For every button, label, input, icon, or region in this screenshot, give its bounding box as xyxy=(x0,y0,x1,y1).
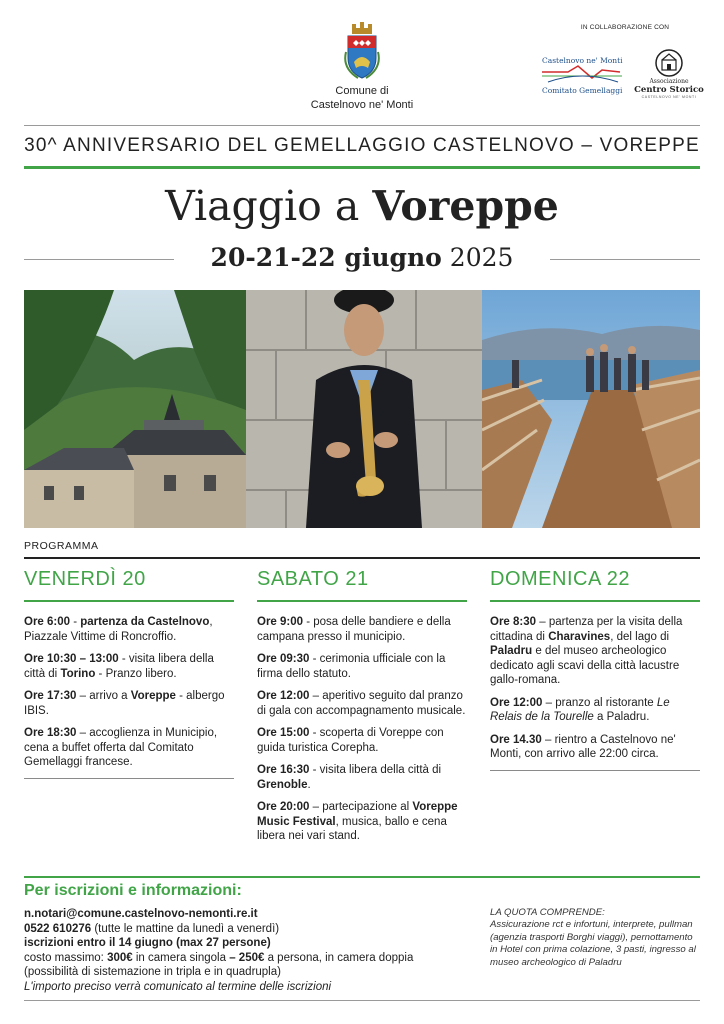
event-text: e del museo archeologico dedicato agli scavi della città lacustre gallo-romana. xyxy=(490,645,680,686)
photo-lake-walkway xyxy=(482,290,700,528)
cost-single: 300€ xyxy=(107,951,133,964)
centro-storico-logo xyxy=(632,48,706,104)
centro-storico-top: Associazione xyxy=(649,78,689,85)
event-text: - visita libera della città di xyxy=(24,653,214,680)
date-rule-left xyxy=(24,259,174,260)
event-item xyxy=(257,763,467,792)
event-item xyxy=(490,615,700,688)
event-highlight: Torino xyxy=(60,667,96,680)
collaboration-label: IN COLLABORAZIONE CON xyxy=(580,24,670,31)
event-time: Ore 09:30 xyxy=(257,653,310,665)
title-part-2: a xyxy=(321,182,373,230)
event-item xyxy=(24,615,234,644)
event-time: Ore 9:00 xyxy=(257,616,304,628)
event-time: Ore 18:30 xyxy=(24,727,77,739)
event-text: – aperitivo seguito dal pranzo di gala con accompagnamento musicale. xyxy=(257,690,466,717)
comune-line-1: Comune di xyxy=(335,85,389,97)
comune-name xyxy=(290,84,434,112)
event-text: - scoperta di Voreppe con guida turistica Corepha. xyxy=(257,727,444,754)
event-highlight: Grenoble xyxy=(257,778,308,791)
event-time: Ore 20:00 xyxy=(257,801,310,813)
page-title xyxy=(24,180,700,232)
quota-text: Assicurazione rct e infortuni, interprete, pullman (agenzia trasporti Borghi viaggi), pernottamento in Hotel con prima colazione, 3 pasti, ingresso al museo archeologico di Paladru xyxy=(490,919,696,968)
event-highlight: Paladru xyxy=(490,645,533,657)
event-text: - visita libera della città di xyxy=(309,764,442,776)
date-rule-right xyxy=(550,259,700,260)
footer-rule xyxy=(24,1000,700,1001)
column-end-rule xyxy=(24,778,234,779)
title-part-3: Voreppe xyxy=(372,182,559,230)
event-item xyxy=(24,689,234,718)
day-underline xyxy=(24,600,234,602)
anniversary-green-rule xyxy=(24,166,700,169)
centro-storico-name: Centro Storico xyxy=(634,85,704,95)
event-text: – rientro a Castelnovo ne' Monti, con arrivo alle 22:00 circa. xyxy=(490,733,676,760)
day-column-venerdi xyxy=(24,568,234,779)
event-item xyxy=(257,726,467,755)
event-text: - posa delle bandiere e della campana presso il municipio. xyxy=(257,616,451,643)
event-item xyxy=(490,696,700,725)
programma-label: PROGRAMMA xyxy=(24,540,99,552)
column-end-rule xyxy=(490,770,700,771)
event-text: – pranzo al ristorante xyxy=(542,696,657,709)
event-text: - albergo IBIS. xyxy=(24,690,225,717)
contact-email[interactable]: n.notari@comune.castelnovo-nemonti.re.it xyxy=(24,908,258,920)
title-part-1: Viaggio xyxy=(165,182,322,230)
comitato-gemellaggi-logo xyxy=(538,52,626,102)
day-column-domenica xyxy=(490,568,700,771)
event-time: Ore 8:30 xyxy=(490,616,537,628)
event-highlight: Voreppe Music Festival xyxy=(257,801,458,828)
day-underline xyxy=(257,600,467,602)
event-time: Ore 17:30 xyxy=(24,690,77,702)
event-highlight: partenza da Castelnovo xyxy=(80,616,210,628)
event-item xyxy=(24,652,234,681)
day-underline xyxy=(490,600,700,602)
comune-crest-logo xyxy=(344,22,380,80)
cost-text: in camera singola xyxy=(132,951,230,964)
cost-label: costo massimo: xyxy=(24,951,108,964)
event-item xyxy=(24,726,234,770)
event-time: Ore 10:30 – 13:00 xyxy=(24,653,119,665)
event-item xyxy=(257,800,467,844)
phone-note: (tutte le mattine da lunedì a venerdì) xyxy=(91,922,280,935)
event-text: – partecipazione al xyxy=(309,801,413,813)
event-time: Ore 15:00 xyxy=(257,727,310,739)
event-highlight: Voreppe xyxy=(130,690,176,702)
event-text: , musica, ballo e cena libera nei vari stand. xyxy=(257,815,447,842)
event-item xyxy=(490,733,700,762)
event-text: – arrivo a xyxy=(76,690,131,702)
triple-note: (possibilità di sistemazione in tripla e in quadrupla) xyxy=(24,966,281,979)
day-title-venerdi: VENERDÌ 20 xyxy=(24,568,146,590)
contact-phone[interactable]: 0522 610276 xyxy=(24,922,92,935)
event-time: Ore 12:00 xyxy=(257,690,310,702)
event-text: . xyxy=(307,778,311,791)
restaurant-name: Le Relais de la Tourelle xyxy=(490,696,670,723)
programma-rule xyxy=(24,557,700,559)
event-item xyxy=(257,652,467,681)
event-text: a Paladru. xyxy=(593,711,650,723)
centro-storico-sub: CASTELNOVO NE' MONTI xyxy=(641,95,697,99)
event-text: , del lago di xyxy=(610,630,670,643)
event-time: Ore 16:30 xyxy=(257,764,310,776)
event-text: - cerimonia ufficiale con la firma dello statuto. xyxy=(257,653,446,680)
event-time: Ore 14.30 xyxy=(490,733,542,746)
date-days: 20-21-22 giugno xyxy=(210,243,442,272)
registration-deadline: iscrizioni entro il 14 giugno (max 27 persone) xyxy=(24,937,271,950)
event-text: , Piazzale Vittime di Roncroffio. xyxy=(24,616,213,643)
event-highlight: Charavines xyxy=(548,630,611,643)
comune-line-2: Castelnovo ne' Monti xyxy=(310,99,414,111)
info-heading: Per iscrizioni e informazioni: xyxy=(24,882,242,899)
event-time: Ore 6:00 xyxy=(24,616,71,628)
event-date xyxy=(184,240,540,276)
day-column-sabato xyxy=(257,568,467,852)
gemellaggi-logo-line-2: Comitato Gemellaggi xyxy=(542,86,623,95)
event-text: – partenza per la visita della cittadina di xyxy=(490,616,683,643)
gemellaggi-logo-line-1: Castelnovo ne' Monti xyxy=(542,56,623,65)
date-year: 2025 xyxy=(441,243,514,272)
event-text: – accoglienza in Municipio, cena a buffet offerta dal Comitato Gemellaggi francese. xyxy=(24,727,218,768)
anniversary-heading: 30^ ANNIVERSARIO DEL GEMELLAGGIO CASTELNOVO – VOREPPE xyxy=(24,135,700,156)
quota-block xyxy=(490,907,700,969)
quota-heading: LA QUOTA COMPRENDE: xyxy=(490,907,605,918)
event-time: Ore 12:00 xyxy=(490,696,543,709)
cost-double: – 250€ xyxy=(229,951,265,964)
day-title-domenica: DOMENICA 22 xyxy=(490,568,630,590)
photo-saxophonist xyxy=(246,290,482,528)
event-item xyxy=(257,689,467,718)
day-title-sabato: SABATO 21 xyxy=(257,568,369,590)
event-text: - xyxy=(70,616,81,628)
event-text: - Pranzo libero. xyxy=(95,667,177,680)
info-green-rule xyxy=(24,876,700,878)
event-item xyxy=(257,615,467,644)
photo-village xyxy=(24,290,246,528)
final-note: L'importo preciso verrà comunicato al termine delle iscrizioni xyxy=(24,980,332,993)
header-divider xyxy=(24,125,700,126)
cost-text: a persona, in camera doppia xyxy=(264,951,414,964)
info-block xyxy=(24,907,474,995)
